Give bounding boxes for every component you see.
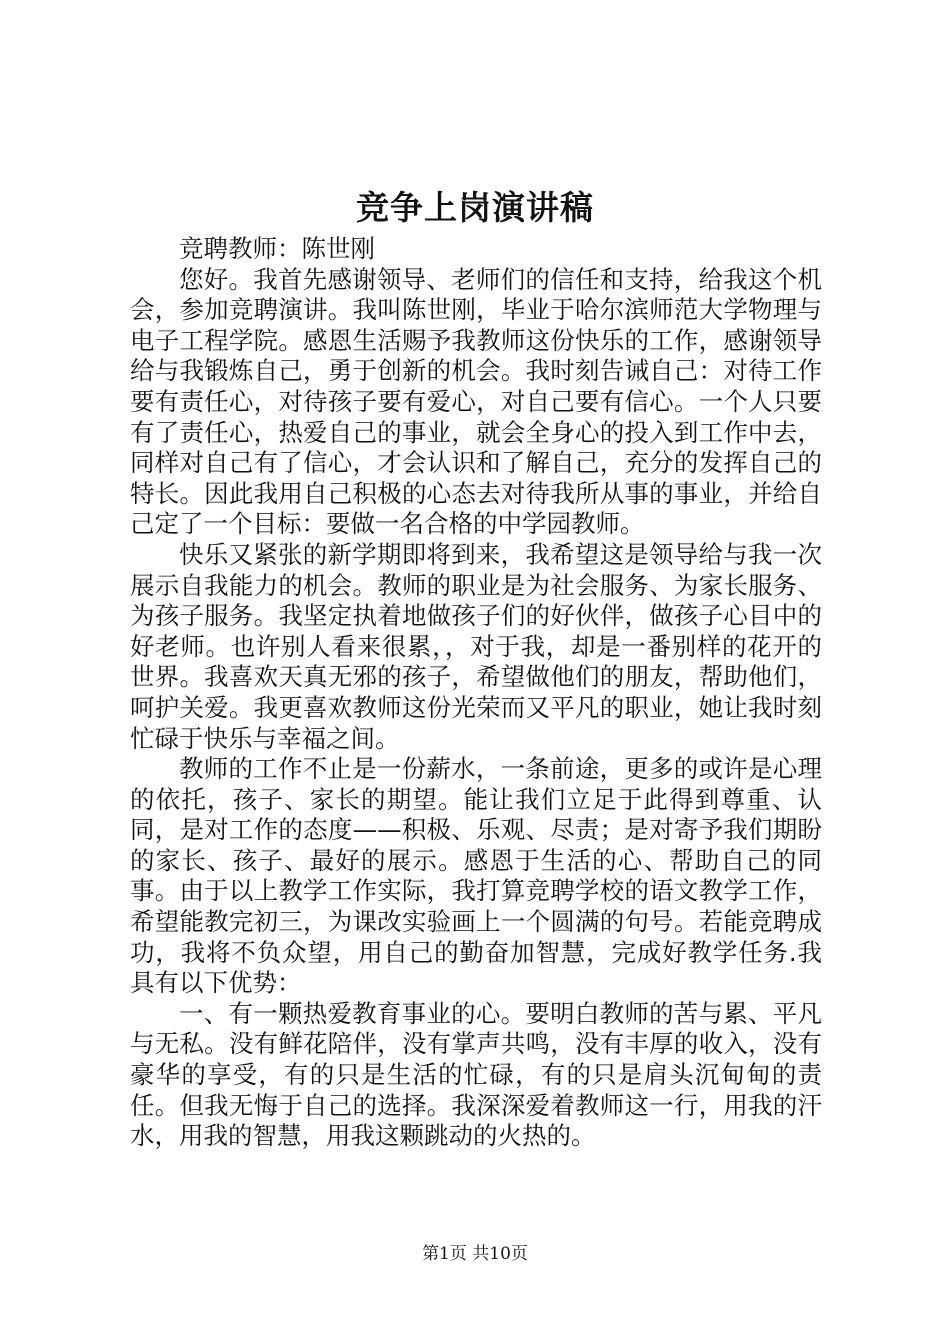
document-title: 竞争上岗演讲稿 xyxy=(356,188,594,227)
paragraph-teacher-work: 教师的工作不止是一份薪水，一条前途，更多的或许是心理的依托，孩子、家长的期望。能让我们立足于此得到尊重、认同，是对工作的态度——积极、乐观、尽责；是对寄予我们期盼的家长、孩子、最好的展示。感恩于生活的心、帮助自己的同事。由于以上教学工作实际，我打算竞聘学校的语文教学工作，希望能教完初三，为课改实验画上一个圆满的句号。若能竞聘成功，我将不负众望，用自己的勤奋加智慧，完成好教学任务.我具有以下优势： xyxy=(130,754,822,998)
paragraph-candidate: 竞聘教师：陈世刚 xyxy=(179,234,375,263)
document-body xyxy=(130,234,822,1152)
page-footer: 第1页 共10页 xyxy=(422,1244,528,1264)
paragraph-advantage-one: 一、有一颗热爱教育事业的心。要明白教师的苦与累、平凡与无私。没有鲜花陪伴，没有掌声共鸣，没有丰厚的收入，没有豪华的享受，有的只是生活的忙碌，有的只是肩头沉甸甸的责任。但我无悔于自己的选择。我深深爱着教师这一行，用我的汗水，用我的智慧，用我这颗跳动的火热的。 xyxy=(130,998,822,1151)
paragraph-introduction: 您好。我首先感谢领导、老师们的信任和支持，给我这个机会，参加竞聘演讲。我叫陈世刚，毕业于哈尔滨师范大学物理与电子工程学院。感恩生活赐予我教师这份快乐的工作，感谢领导给与我锻炼自己，勇于创新的机会。我时刻告诫自己：对待工作要有责任心，对待孩子要有爱心，对自己要有信心。一个人只要有了责任心，热爱自己的事业，就会全身心的投入到工作中去，同样对自己有了信心，才会认识和了解自己，充分的发挥自己的特长。因此我用自己积极的心态去对待我所从事的事业，并给自己定了一个目标：要做一名合格的中学园教师。 xyxy=(130,264,822,539)
paragraph-new-semester: 快乐又紧张的新学期即将到来，我希望这是领导给与我一次展示自我能力的机会。教师的职业是为社会服务、为家长服务、为孩子服务。我坚定执着地做孩子们的好伙伴，做孩子心目中的好老师。也许别人看来很累，，对于我，却是一番别样的花开的世界。我喜欢天真无邪的孩子，希望做他们的朋友，帮助他们，呵护关爱。我更喜欢教师这份光荣而又平凡的职业，她让我时刻忙碌于快乐与幸福之间。 xyxy=(130,539,822,753)
